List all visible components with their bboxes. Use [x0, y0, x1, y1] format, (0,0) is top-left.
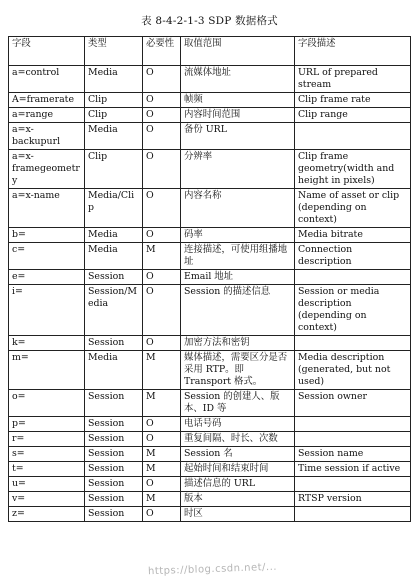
header-range: 取值范围 — [181, 37, 295, 66]
cell-type: Media — [85, 351, 143, 390]
cell-description: Clip range — [295, 108, 411, 123]
cell-description: RTSP version — [295, 492, 411, 507]
cell-description: URL of prepared stream — [295, 66, 411, 93]
cell-field: a=range — [9, 108, 85, 123]
cell-field: k= — [9, 336, 85, 351]
cell-required: O — [143, 270, 181, 285]
cell-required: M — [143, 462, 181, 477]
table-row — [9, 477, 411, 492]
cell-type: Session — [85, 462, 143, 477]
cell-range: 分辨率 — [181, 150, 295, 189]
table-row — [9, 351, 411, 390]
cell-description: Time session if active — [295, 462, 411, 477]
table-row — [9, 189, 411, 228]
cell-field: m= — [9, 351, 85, 390]
table-row — [9, 243, 411, 270]
cell-range: Session 的创建人、版本、ID 等 — [181, 390, 295, 417]
cell-range: 时区 — [181, 507, 295, 522]
cell-field: o= — [9, 390, 85, 417]
cell-description: Connection description — [295, 243, 411, 270]
table-row — [9, 432, 411, 447]
table-row — [9, 66, 411, 93]
cell-range: 描述信息的 URL — [181, 477, 295, 492]
table-row — [9, 492, 411, 507]
table-row — [9, 123, 411, 150]
cell-description: Clip frame geometry(width and height in pixels) — [295, 150, 411, 189]
cell-range: 加密方法和密钥 — [181, 336, 295, 351]
cell-required: O — [143, 432, 181, 447]
cell-required: O — [143, 507, 181, 522]
cell-range: 重复间隔、时长、次数 — [181, 432, 295, 447]
cell-description: Media description (generated, but not used) — [295, 351, 411, 390]
cell-required: M — [143, 390, 181, 417]
cell-description — [295, 270, 411, 285]
table-body — [9, 66, 411, 522]
cell-field: i= — [9, 285, 85, 336]
table-row — [9, 462, 411, 477]
cell-description: Media bitrate — [295, 228, 411, 243]
cell-type: Media — [85, 228, 143, 243]
table-row — [9, 336, 411, 351]
cell-required: O — [143, 336, 181, 351]
cell-required: O — [143, 228, 181, 243]
cell-type: Session — [85, 447, 143, 462]
table-caption: 表 8-4-2-1-3 SDP 数据格式 — [141, 15, 278, 27]
watermark-text: https://blog.csdn.net/... — [147, 561, 278, 578]
cell-description: Session or media description (depending on context) — [295, 285, 411, 336]
cell-type: Session — [85, 492, 143, 507]
cell-range: 流媒体地址 — [181, 66, 295, 93]
cell-type: Session — [85, 270, 143, 285]
cell-range: Email 地址 — [181, 270, 295, 285]
cell-range: 码率 — [181, 228, 295, 243]
cell-required: O — [143, 150, 181, 189]
table-row — [9, 228, 411, 243]
cell-type: Session/Media — [85, 285, 143, 336]
cell-type: Session — [85, 417, 143, 432]
cell-type: Clip — [85, 150, 143, 189]
cell-description — [295, 477, 411, 492]
cell-field: a=x-name — [9, 189, 85, 228]
cell-required: O — [143, 123, 181, 150]
cell-required: M — [143, 243, 181, 270]
cell-description — [295, 123, 411, 150]
cell-type: Media — [85, 243, 143, 270]
cell-field: s= — [9, 447, 85, 462]
table-row — [9, 390, 411, 417]
cell-field: e= — [9, 270, 85, 285]
cell-required: M — [143, 351, 181, 390]
cell-field: v= — [9, 492, 85, 507]
cell-field: r= — [9, 432, 85, 447]
cell-required: O — [143, 189, 181, 228]
table-row — [9, 285, 411, 336]
table-row — [9, 417, 411, 432]
table-row — [9, 507, 411, 522]
cell-required: O — [143, 477, 181, 492]
cell-field: a=x-backupurl — [9, 123, 85, 150]
table-row — [9, 270, 411, 285]
cell-range: 内容时间范围 — [181, 108, 295, 123]
cell-required: O — [143, 108, 181, 123]
cell-type: Session — [85, 336, 143, 351]
cell-field: a=x-framegeometry — [9, 150, 85, 189]
cell-type: Media/Clip — [85, 189, 143, 228]
cell-description: Session name — [295, 447, 411, 462]
cell-field: p= — [9, 417, 85, 432]
cell-type: Session — [85, 390, 143, 417]
cell-required: M — [143, 492, 181, 507]
cell-field: u= — [9, 477, 85, 492]
cell-type: Media — [85, 123, 143, 150]
cell-field: b= — [9, 228, 85, 243]
cell-description: Session owner — [295, 390, 411, 417]
cell-type: Session — [85, 432, 143, 447]
table-row — [9, 447, 411, 462]
cell-range: 帧频 — [181, 93, 295, 108]
cell-field: a=control — [9, 66, 85, 93]
cell-type: Media — [85, 66, 143, 93]
sdp-format-table — [8, 36, 411, 522]
cell-required: O — [143, 417, 181, 432]
cell-description — [295, 417, 411, 432]
cell-range: 连接描述，可使用组播地址 — [181, 243, 295, 270]
header-required: 必要性 — [143, 37, 181, 66]
cell-type: Clip — [85, 93, 143, 108]
header-type: 类型 — [85, 37, 143, 66]
cell-range: 版本 — [181, 492, 295, 507]
cell-description: Name of asset or clip (depending on context) — [295, 189, 411, 228]
table-row — [9, 93, 411, 108]
cell-required: O — [143, 285, 181, 336]
header-field: 字段 — [9, 37, 85, 66]
cell-range: 媒体描述，需要区分是否采用 RTP。即 Transport 格式。 — [181, 351, 295, 390]
header-description: 字段描述 — [295, 37, 411, 66]
table-row — [9, 150, 411, 189]
table-header-row — [9, 37, 411, 66]
cell-range: 电话号码 — [181, 417, 295, 432]
cell-description — [295, 432, 411, 447]
cell-description: Clip frame rate — [295, 93, 411, 108]
table-row — [9, 108, 411, 123]
cell-range: Session 名 — [181, 447, 295, 462]
cell-range: 内容名称 — [181, 189, 295, 228]
cell-range: Session 的描述信息 — [181, 285, 295, 336]
cell-type: Session — [85, 507, 143, 522]
cell-required: M — [143, 447, 181, 462]
cell-required: O — [143, 66, 181, 93]
cell-type: Clip — [85, 108, 143, 123]
cell-type: Session — [85, 477, 143, 492]
cell-range: 备份 URL — [181, 123, 295, 150]
cell-description — [295, 336, 411, 351]
cell-field: t= — [9, 462, 85, 477]
cell-field: z= — [9, 507, 85, 522]
cell-description — [295, 507, 411, 522]
cell-range: 起始时间和结束时间 — [181, 462, 295, 477]
cell-required: O — [143, 93, 181, 108]
cell-field: A=framerate — [9, 93, 85, 108]
cell-field: c= — [9, 243, 85, 270]
